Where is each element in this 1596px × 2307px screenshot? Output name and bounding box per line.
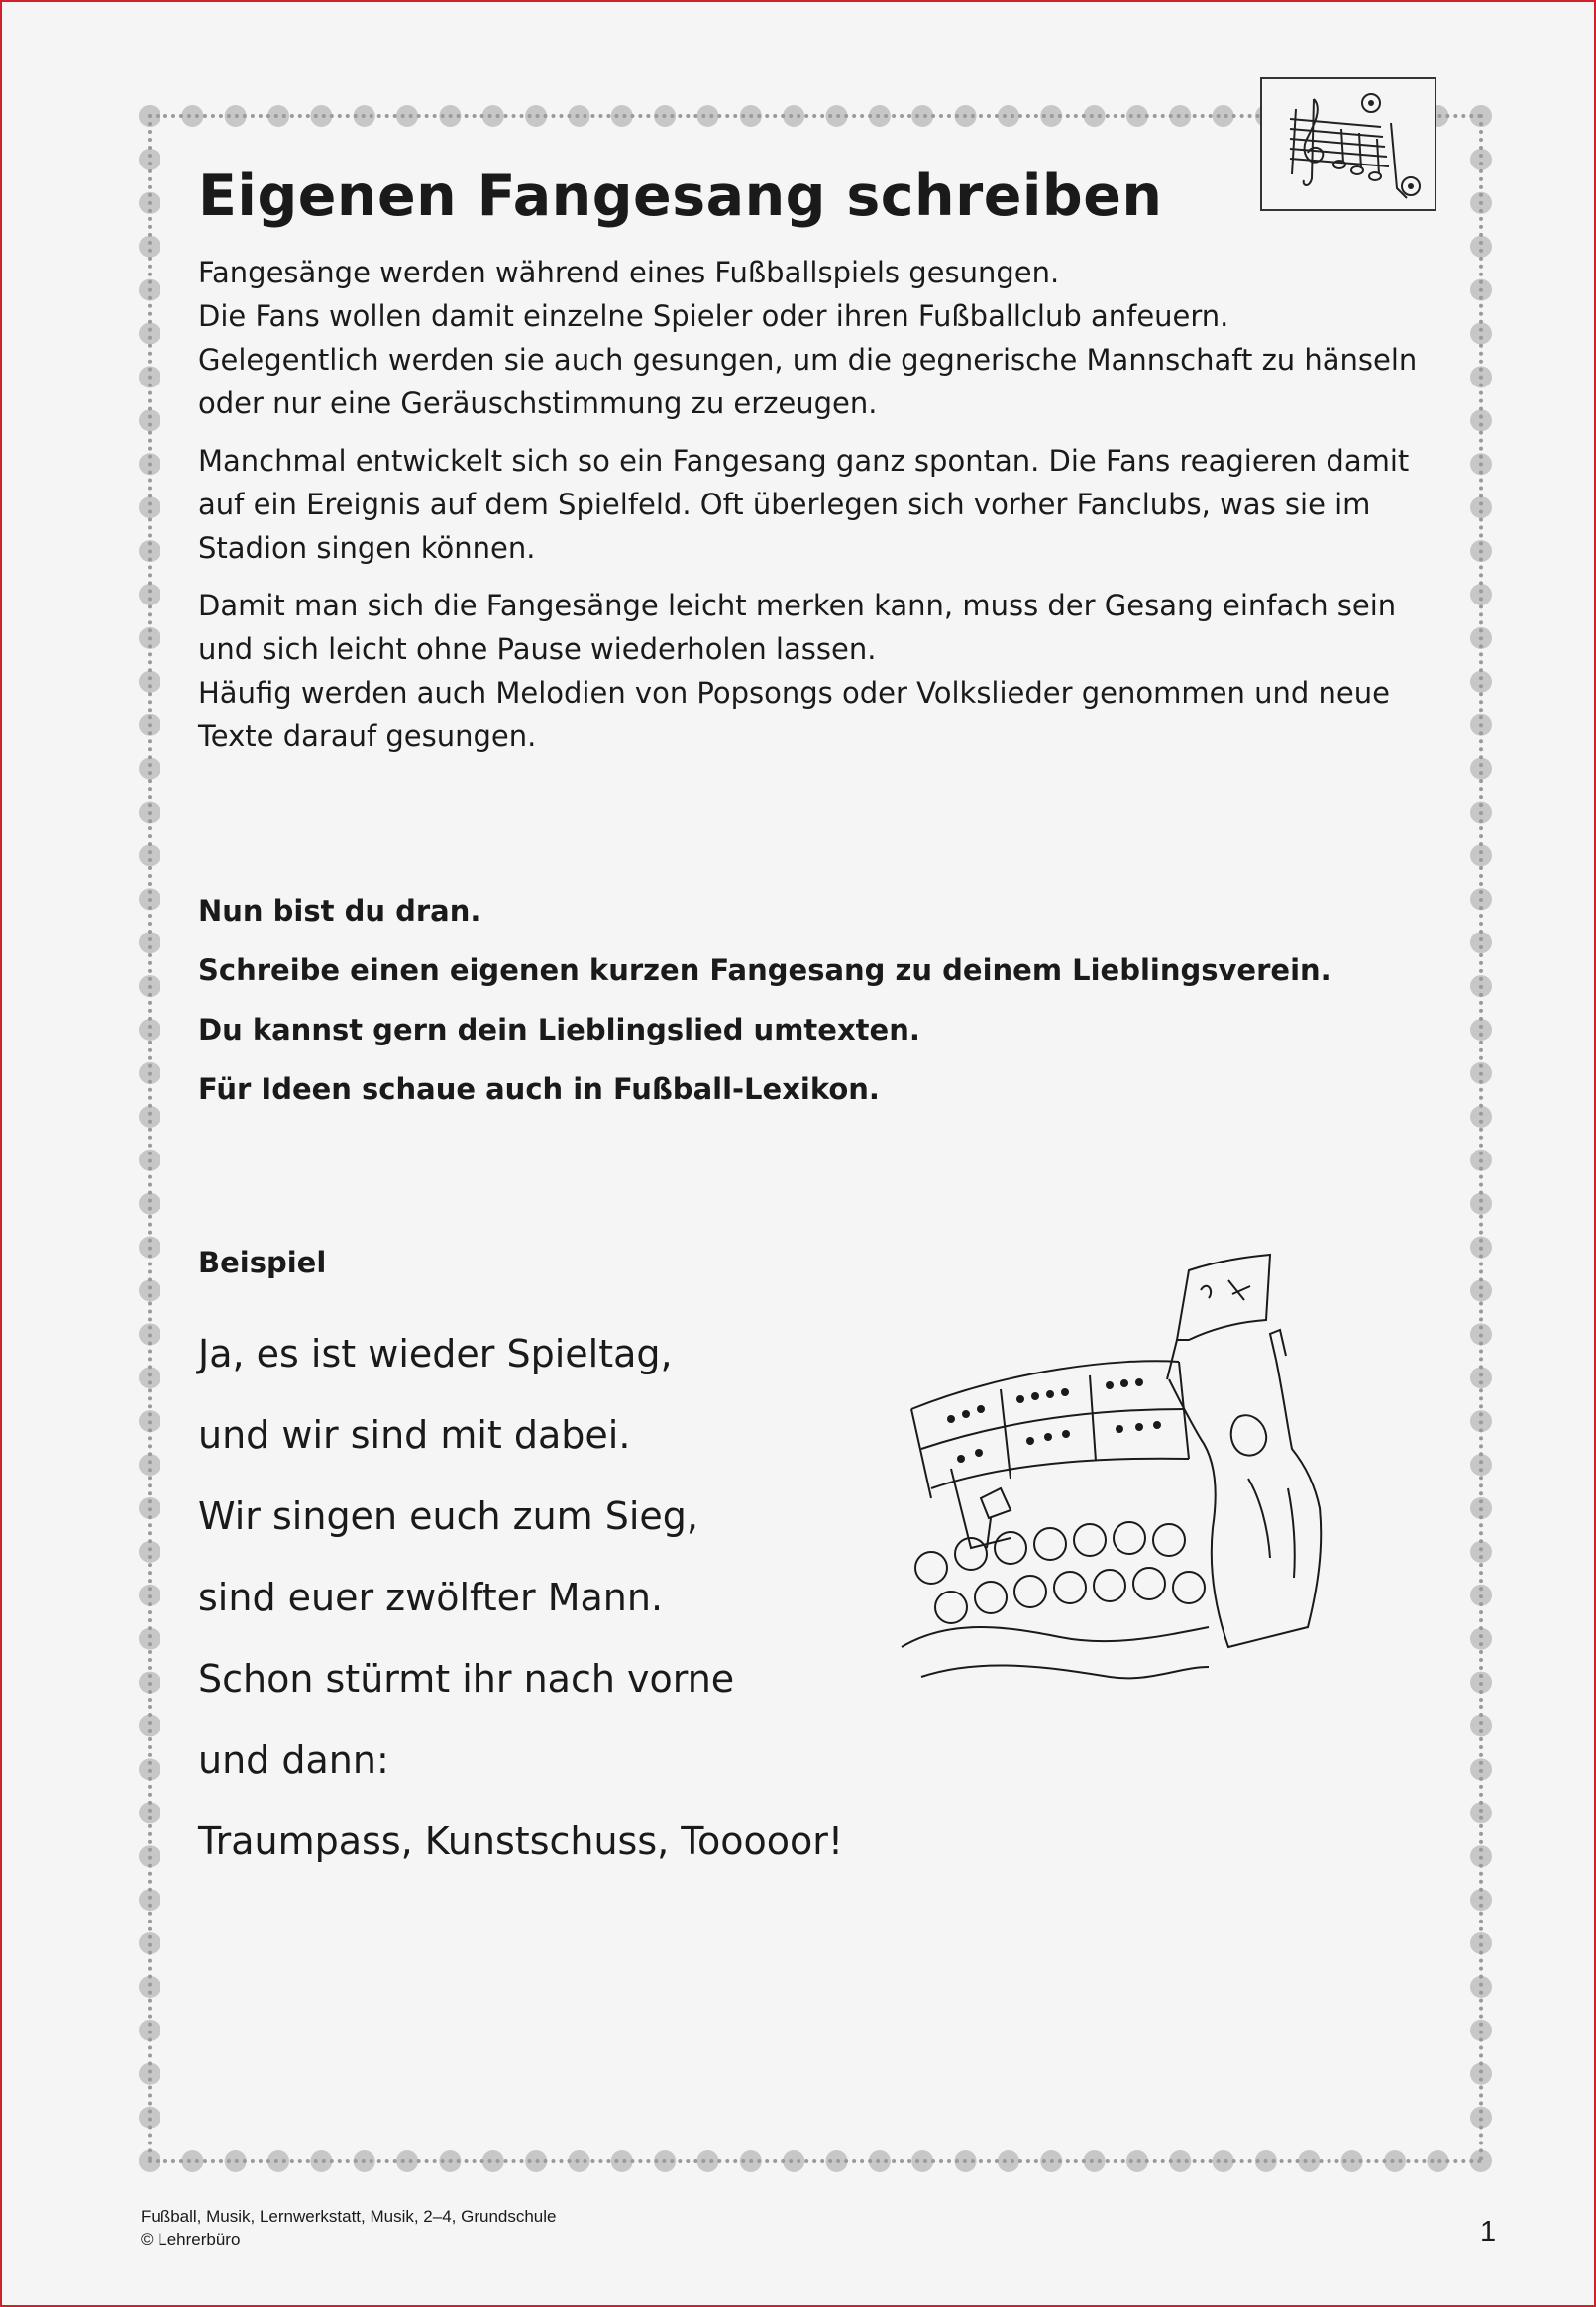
- text-line: Fangesänge werden während eines Fußballspiels gesungen.: [198, 256, 1060, 289]
- text-line: Manchmal entwickelt sich so ein Fangesang ganz spontan. Die Fans reagieren damit: [198, 444, 1410, 478]
- intro-section: [198, 251, 1446, 758]
- page-title: Eigenen Fangesang schreiben: [198, 164, 1163, 229]
- task-list: [198, 893, 1446, 1107]
- task-item: Nun bist du dran.: [198, 894, 481, 928]
- song-line: Traumpass, Kunstschuss, Tooooor!: [198, 1819, 844, 1863]
- song-line: sind euer zwölfter Mann.: [198, 1576, 664, 1619]
- intro-paragraph-1: [198, 251, 1446, 425]
- text-line: Texte darauf gesungen.: [198, 719, 537, 753]
- footer-source: [141, 2205, 557, 2251]
- song-line: und wir sind mit dabei.: [198, 1413, 631, 1457]
- task-item: Für Ideen schaue auch in Fußball-Lexikon.: [198, 1072, 880, 1106]
- example-heading: Beispiel: [198, 1246, 327, 1279]
- task-item: Schreibe einen eigenen kurzen Fangesang zu deinem Lieblingsverein.: [198, 953, 1331, 987]
- footer-line: © Lehrerbüro: [141, 2230, 241, 2249]
- intro-paragraph-2: [198, 439, 1446, 570]
- text-line: und sich leicht ohne Pause wiederholen lassen.: [198, 632, 877, 666]
- song-line: Wir singen euch zum Sieg,: [198, 1494, 699, 1538]
- text-line: oder nur eine Geräuschstimmung zu erzeugen.: [198, 386, 878, 420]
- text-line: Stadion singen können.: [198, 531, 536, 565]
- song-line: und dann:: [198, 1738, 389, 1782]
- text-line: Gelegentlich werden sie auch gesungen, um die gegnerische Mannschaft zu hänseln: [198, 343, 1418, 377]
- footer-line: Fußball, Musik, Lernwerkstatt, Musik, 2–4, Grundschule: [141, 2207, 557, 2226]
- text-line: Die Fans wollen damit einzelne Spieler oder ihren Fußballclub anfeuern.: [198, 299, 1229, 333]
- song-line: Schon stürmt ihr nach vorne: [198, 1657, 735, 1701]
- song-line: Ja, es ist wieder Spieltag,: [198, 1332, 673, 1375]
- text-line: Häufig werden auch Melodien von Popsongs oder Volkslieder genommen und neue: [198, 676, 1390, 710]
- text-line: auf ein Ereignis auf dem Spielfeld. Oft überlegen sich vorher Fanclubs, was sie im: [198, 488, 1371, 521]
- task-item: Du kannst gern dein Lieblingslied umtexten.: [198, 1013, 920, 1046]
- intro-paragraph-3: [198, 584, 1446, 758]
- football-fan-crowd-illustration: [892, 1251, 1347, 1708]
- text-line: Damit man sich die Fangesänge leicht merken kann, muss der Gesang einfach sein: [198, 589, 1397, 622]
- page-number: 1: [1480, 2216, 1497, 2248]
